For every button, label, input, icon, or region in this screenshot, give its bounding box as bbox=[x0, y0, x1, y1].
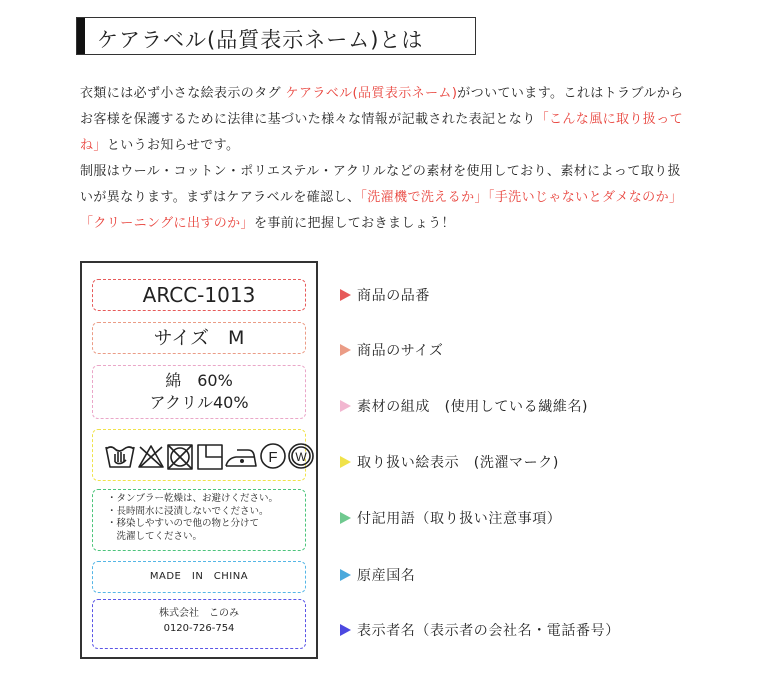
legend-item-origin bbox=[340, 565, 415, 585]
origin-box bbox=[92, 561, 306, 593]
material-line: アクリル40% bbox=[149, 393, 249, 412]
intro-paragraph-2 bbox=[80, 159, 692, 237]
no-tumble-dry-icon bbox=[168, 445, 192, 469]
intro-paragraph-1 bbox=[80, 81, 692, 159]
pointer-icon bbox=[340, 624, 351, 636]
legend-item-care-symbols bbox=[340, 452, 559, 472]
care-symbols-row bbox=[103, 436, 307, 474]
legend-item-product-code bbox=[340, 285, 430, 305]
product-code-box bbox=[92, 279, 306, 311]
care-symbols-box bbox=[92, 429, 306, 481]
pointer-icon bbox=[340, 289, 351, 301]
pointer-icon bbox=[340, 456, 351, 468]
title-accent-bar bbox=[77, 18, 85, 54]
intro-p2-text: を事前に把握しておきましょう！ bbox=[253, 216, 455, 231]
maker-phone: 0120-726-754 bbox=[163, 623, 235, 634]
product-code: ARCC-1013 bbox=[142, 283, 256, 307]
section-title-box bbox=[76, 17, 476, 55]
care-note: ・タンブラー乾燥は、お避けください。 bbox=[107, 493, 279, 504]
legend-label: 商品の品番 bbox=[357, 288, 430, 304]
material-box bbox=[92, 365, 306, 419]
origin-text: MADE IN CHINA bbox=[149, 571, 249, 582]
intro-text bbox=[80, 81, 692, 237]
legend-label: 商品のサイズ bbox=[357, 343, 444, 359]
dry-clean-letter: F bbox=[268, 449, 278, 466]
legend-label: 素材の組成 (使用している繊維名) bbox=[357, 399, 589, 415]
care-notes-box bbox=[92, 489, 306, 551]
wet-clean-letter: W bbox=[295, 450, 307, 464]
intro-p1-text: がついています。これはトラブルからお客様を保護するために法律に基づいた様々な情報が記載された表記となり bbox=[80, 86, 684, 127]
legend-label: 取り扱い絵表示 (洗濯マーク) bbox=[357, 455, 559, 471]
pointer-icon bbox=[340, 400, 351, 412]
care-note: ・移染しやすいので他の物と分けて bbox=[107, 518, 260, 529]
legend-item-size bbox=[340, 340, 443, 360]
pointer-icon bbox=[340, 569, 351, 581]
legend-item-notes bbox=[340, 508, 561, 528]
pointer-icon bbox=[340, 344, 351, 356]
material-line: 綿 60% bbox=[165, 371, 233, 390]
maker-name: 株式会社 このみ bbox=[159, 608, 239, 619]
highlight-wash-questions: 「洗濯機で洗えるか」「手洗いじゃないとダメなのか」「クリーニングに出すのか」 bbox=[80, 190, 683, 231]
size-box bbox=[92, 322, 306, 354]
highlight-handle-like-this: 「こんな風に取り扱ってね」 bbox=[80, 112, 684, 153]
no-bleach-icon bbox=[139, 446, 163, 467]
care-note: 洗濯してください。 bbox=[107, 530, 203, 542]
size-text: サイズ M bbox=[153, 327, 245, 349]
intro-p1-text: 衣類には必ず小さな絵表示のタグ bbox=[80, 86, 286, 101]
care-note: ・長時間水に浸漬しないでください。 bbox=[107, 505, 269, 517]
legend-label: 表示者名（表示者の会社名・電話番号） bbox=[357, 623, 620, 639]
line-dry-icon bbox=[198, 445, 222, 469]
intro-p2-text: 制服はウール・コットン・ポリエステル・アクリルなどの素材を使用しており、素材によって取り扱いが異なります。まずはケアラベルを確認し、 bbox=[80, 164, 681, 205]
pointer-icon bbox=[340, 512, 351, 524]
care-label-illustration bbox=[80, 261, 318, 659]
intro-p1-text: というお知らせです。 bbox=[106, 138, 240, 153]
legend-label: 原産国名 bbox=[357, 568, 416, 584]
legend-label: 付記用語（取り扱い注意事項） bbox=[357, 511, 562, 527]
iron-low-icon bbox=[226, 450, 256, 466]
hand-wash-icon bbox=[106, 447, 134, 467]
highlight-care-label: ケアラベル(品質表示ネーム) bbox=[285, 86, 458, 101]
legend-item-material bbox=[340, 396, 588, 416]
maker-box bbox=[92, 599, 306, 649]
legend-item-maker bbox=[340, 620, 620, 640]
section-title: ケアラベル(品質表示ネーム)とは bbox=[97, 28, 424, 52]
